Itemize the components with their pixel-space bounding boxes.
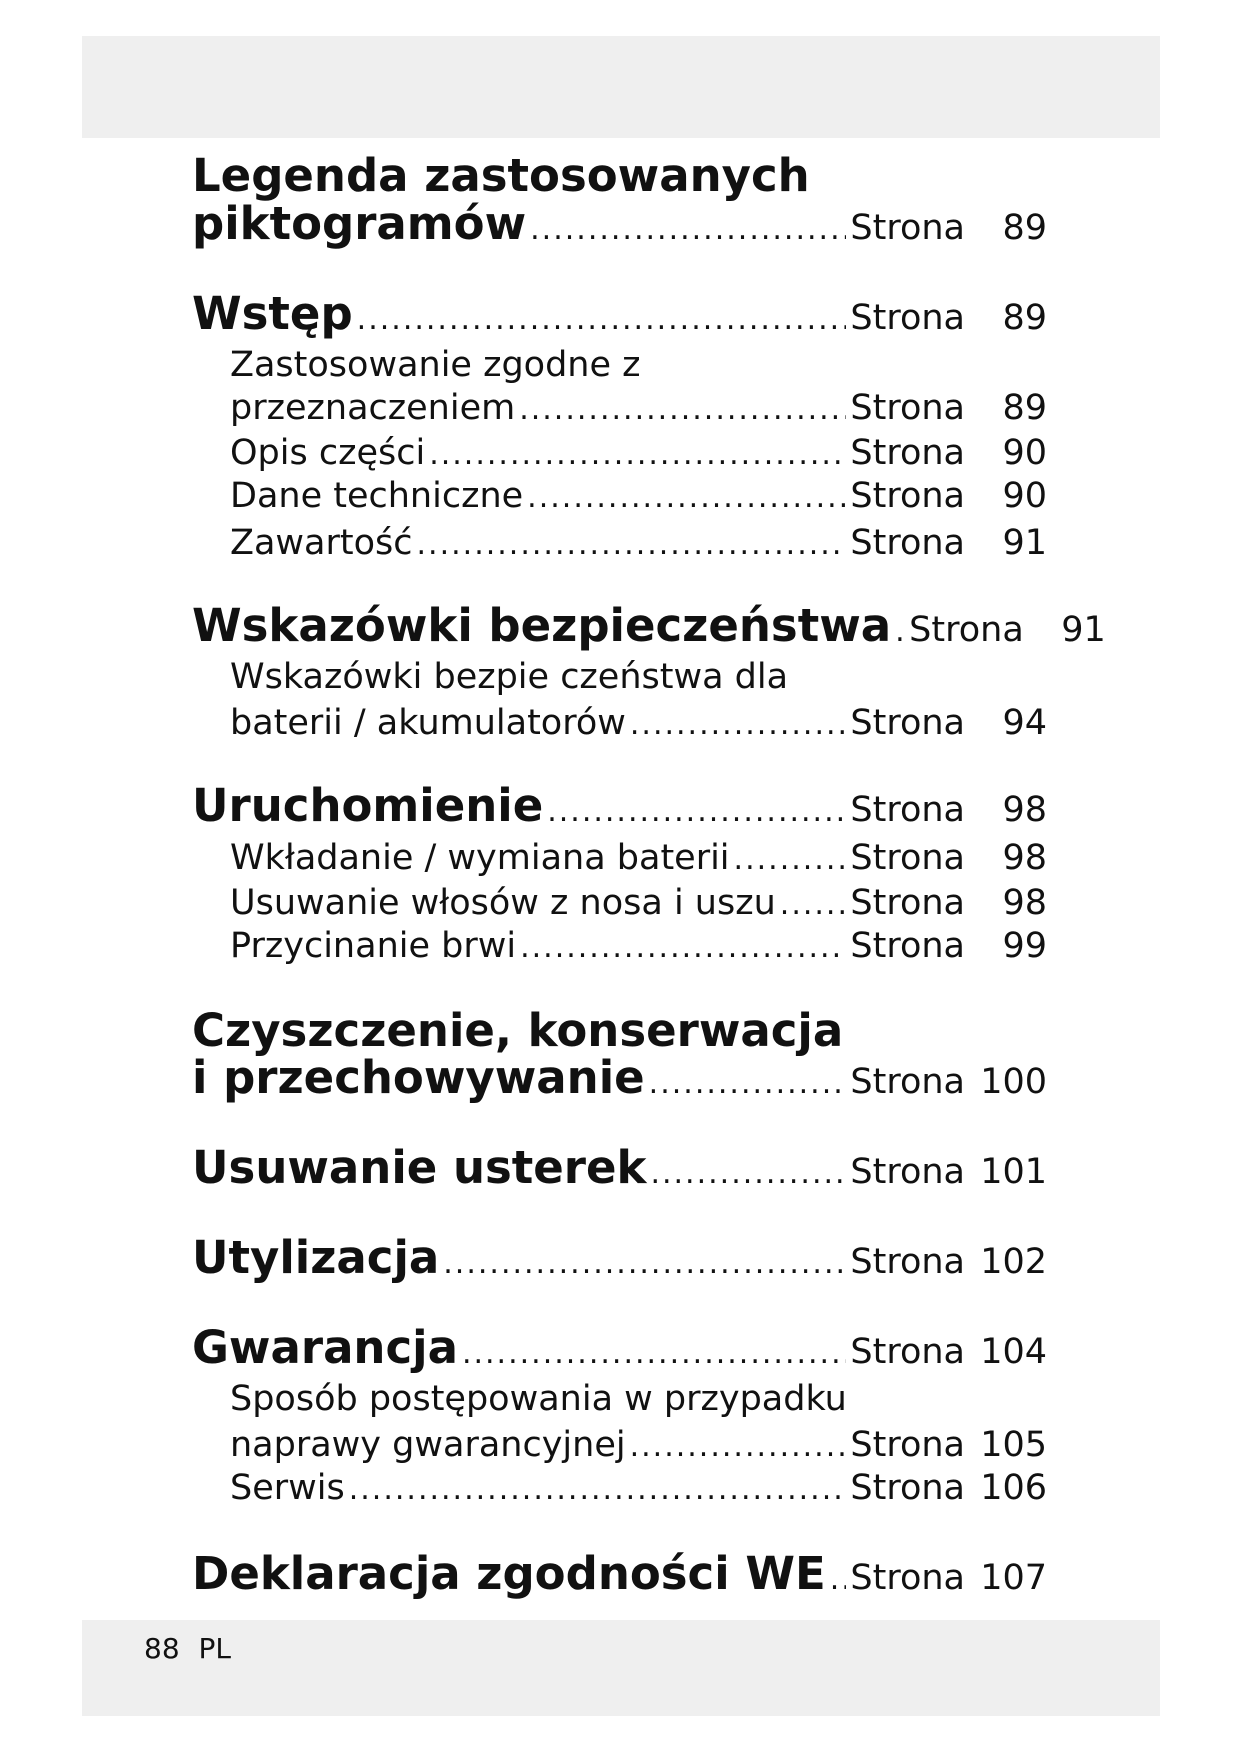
toc-entry[interactable] bbox=[192, 1142, 1047, 1200]
toc-subentry[interactable] bbox=[230, 702, 1047, 746]
toc-entry[interactable] bbox=[192, 599, 1106, 658]
toc-entry[interactable] bbox=[192, 288, 1047, 346]
toc-page-number: 94 bbox=[1002, 703, 1047, 743]
footer-language: PL bbox=[198, 1632, 232, 1665]
toc-entry[interactable] bbox=[192, 1232, 1047, 1290]
toc-entry-label: Deklaracja zgodności WE bbox=[192, 1547, 826, 1600]
toc-strona: Strona bbox=[850, 883, 965, 923]
toc-strona: Strona bbox=[850, 208, 965, 248]
toc-entry-label: Wstęp bbox=[192, 287, 353, 340]
toc-page-number: 99 bbox=[1002, 926, 1047, 966]
toc-entry[interactable] bbox=[192, 1052, 1047, 1110]
toc-entry-label: Uruchomienie bbox=[192, 779, 544, 832]
toc-entry-label: przeznaczeniem bbox=[230, 388, 516, 428]
toc-subentry[interactable] bbox=[230, 837, 1047, 881]
toc-subentry[interactable] bbox=[230, 1424, 1047, 1468]
toc-leader bbox=[417, 522, 847, 566]
toc-subentry[interactable] bbox=[230, 522, 1047, 566]
toc-page-number: 89 bbox=[1002, 298, 1047, 338]
toc-strona: Strona bbox=[850, 1332, 965, 1372]
footer-band bbox=[82, 1620, 1160, 1716]
toc-leader bbox=[520, 925, 846, 969]
toc-strona: Strona bbox=[850, 476, 965, 516]
toc-entry[interactable] bbox=[192, 1322, 1047, 1380]
toc-heading-line1: Czyszczenie, konserwacja bbox=[192, 1004, 844, 1057]
toc-strona: Strona bbox=[850, 1152, 965, 1192]
toc-entry-label: Utylizacja bbox=[192, 1231, 440, 1284]
toc-subentry[interactable] bbox=[230, 925, 1047, 969]
toc-strona: Strona bbox=[850, 1062, 965, 1102]
toc-strona: Strona bbox=[850, 523, 965, 563]
toc-subentry[interactable] bbox=[230, 432, 1047, 476]
toc-strona: Strona bbox=[850, 790, 965, 830]
toc-leader bbox=[547, 780, 846, 838]
toc-strona: Strona bbox=[850, 1425, 965, 1465]
toc-subentry[interactable] bbox=[230, 475, 1047, 519]
toc-subentry-line1: Zastosowanie zgodne z bbox=[230, 345, 641, 385]
toc-strona: Strona bbox=[850, 298, 965, 338]
toc-entry-label: Opis części bbox=[230, 433, 426, 473]
toc-entry[interactable] bbox=[192, 198, 1047, 256]
toc-leader bbox=[830, 1548, 847, 1606]
toc-leader bbox=[630, 1424, 847, 1468]
toc-entry-label: Usuwanie włosów z nosa i uszu bbox=[230, 883, 776, 923]
toc-page-number: 107 bbox=[980, 1558, 1047, 1598]
toc-strona: Strona bbox=[850, 703, 965, 743]
toc-page-number: 90 bbox=[1002, 433, 1047, 473]
toc-leader bbox=[630, 702, 847, 746]
toc-page-number: 91 bbox=[1061, 610, 1106, 650]
toc-page-number: 104 bbox=[980, 1332, 1047, 1372]
toc-leader bbox=[527, 475, 846, 519]
toc-page-number: 90 bbox=[1002, 476, 1047, 516]
toc-entry[interactable] bbox=[192, 780, 1047, 838]
toc-strona: Strona bbox=[850, 388, 965, 428]
toc-entry-label: naprawy gwarancyjnej bbox=[230, 1425, 626, 1465]
toc-page-number: 100 bbox=[980, 1062, 1047, 1102]
toc-entry-label: Wkładanie / wymiana baterii bbox=[230, 838, 730, 878]
toc-entry-label: Gwarancja bbox=[192, 1321, 458, 1374]
toc-page-number: 98 bbox=[1002, 883, 1047, 923]
toc-leader bbox=[895, 600, 905, 658]
toc-strona: Strona bbox=[850, 838, 965, 878]
toc-entry-label: Dane techniczne bbox=[230, 476, 524, 516]
toc-subentry-line1: Sposób postępowania w przypadku bbox=[230, 1379, 847, 1419]
toc-entry-label: Serwis bbox=[230, 1468, 345, 1508]
toc-strona: Strona bbox=[850, 1468, 965, 1508]
toc-page-number: 101 bbox=[980, 1152, 1047, 1192]
toc-entry-label: Wskazówki bezpieczeństwa bbox=[192, 599, 892, 652]
toc-page-number: 105 bbox=[980, 1425, 1047, 1465]
toc-page-number: 91 bbox=[1002, 523, 1047, 563]
toc-entry-label: Usuwanie usterek bbox=[192, 1141, 647, 1194]
toc-leader bbox=[349, 1467, 847, 1511]
toc-leader bbox=[734, 837, 847, 881]
toc-subentry[interactable] bbox=[230, 882, 1047, 926]
footer-page-number: 88 bbox=[144, 1632, 180, 1665]
toc-subentry[interactable] bbox=[230, 1467, 1047, 1511]
toc-subentry-line1: Wskazówki bezpie czeństwa dla bbox=[230, 657, 789, 697]
toc-entry-label: Przycinanie brwi bbox=[230, 926, 517, 966]
toc-leader bbox=[357, 288, 847, 346]
toc-strona: Strona bbox=[850, 1558, 965, 1598]
toc-entry[interactable] bbox=[192, 1548, 1047, 1606]
toc-leader bbox=[462, 1322, 846, 1380]
toc-entry-label: baterii / akumulatorów bbox=[230, 703, 626, 743]
toc-heading-line1: Legenda zastosowanych bbox=[192, 149, 810, 202]
toc-strona: Strona bbox=[850, 1242, 965, 1282]
toc-leader bbox=[530, 198, 846, 256]
toc-page-number: 102 bbox=[980, 1242, 1047, 1282]
toc-page-number: 106 bbox=[980, 1468, 1047, 1508]
toc-page-number: 98 bbox=[1002, 790, 1047, 830]
toc-page-number: 89 bbox=[1002, 388, 1047, 428]
toc-leader bbox=[650, 1142, 846, 1200]
toc-leader bbox=[780, 882, 847, 926]
toc-leader bbox=[443, 1232, 846, 1290]
toc-leader bbox=[429, 432, 846, 476]
toc-leader bbox=[519, 387, 846, 431]
toc-subentry[interactable] bbox=[230, 387, 1047, 431]
toc-strona: Strona bbox=[850, 926, 965, 966]
toc-entry-label: Zawartość bbox=[230, 523, 413, 563]
toc-strona: Strona bbox=[850, 433, 965, 473]
page-footer bbox=[144, 1632, 241, 1665]
toc-entry-label: piktogramów bbox=[192, 197, 527, 250]
toc-leader bbox=[649, 1052, 847, 1110]
toc-page-number: 98 bbox=[1002, 838, 1047, 878]
toc-page-number: 89 bbox=[1002, 208, 1047, 248]
toc-strona: Strona bbox=[909, 610, 1024, 650]
toc-entry-label: i przechowywanie bbox=[192, 1051, 645, 1104]
